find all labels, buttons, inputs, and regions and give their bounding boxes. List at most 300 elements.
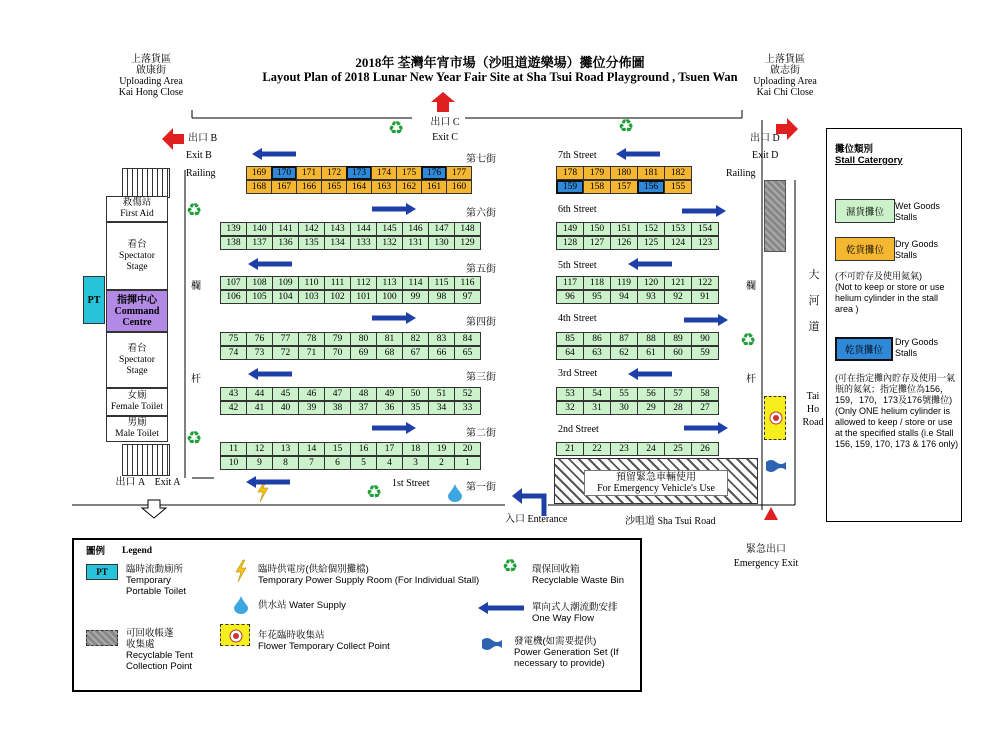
stall-147: 147 (428, 222, 455, 236)
stall-98: 98 (428, 290, 455, 304)
dry-en1: Dry Goods (895, 239, 939, 249)
uploading-left-zh2: 啟康街 (136, 65, 166, 76)
stall-row (220, 346, 481, 360)
exit-c-label-zh: 出口 C (430, 117, 460, 128)
stall-26: 26 (691, 442, 719, 456)
stall-57: 57 (664, 387, 692, 401)
title-zh: 2018年 荃灣年宵市場（沙咀道遊樂場）攤位分佈圖 (355, 55, 645, 70)
stall-79: 79 (324, 332, 351, 346)
stall-172: 172 (321, 166, 347, 180)
legend-power (258, 564, 479, 586)
stall-41: 41 (246, 401, 273, 415)
tai-ho-zh-1: 大 (808, 269, 820, 281)
stall-92: 92 (664, 290, 692, 304)
exit-a-label: 出口 A Exit A (115, 477, 181, 488)
legend-tent-swatch (86, 630, 118, 646)
wet-label (895, 201, 940, 223)
first-aid-en: First Aid (120, 209, 154, 219)
stall-177: 177 (446, 166, 472, 180)
stall-128: 128 (556, 236, 584, 250)
stall-row (220, 332, 481, 346)
stall-73: 73 (246, 346, 273, 360)
emergency-exit-label-en: Emergency Exit (733, 558, 799, 569)
legend-flower-icon (229, 629, 243, 643)
stall-156: 156 (637, 180, 665, 194)
stall-row (556, 222, 719, 236)
stall-18: 18 (402, 442, 429, 456)
railing-left-label: Railing (186, 168, 216, 179)
stall-121: 121 (664, 276, 692, 290)
exit-b-label-en: Exit B (186, 150, 212, 161)
tai-ho-road-en (798, 390, 828, 429)
stall-row (246, 166, 472, 180)
stall-27: 27 (691, 401, 719, 415)
stall-32: 32 (556, 401, 584, 415)
stall-47: 47 (324, 387, 351, 401)
stall-134: 134 (324, 236, 351, 250)
stall-49: 49 (376, 387, 403, 401)
legend-water-en: Water Supply (289, 600, 346, 611)
stall-161: 161 (421, 180, 447, 194)
recycle-icon: ♻ (186, 200, 203, 220)
stall-66: 66 (428, 346, 455, 360)
legend-pt-swatch: PT (86, 564, 118, 580)
stall-16: 16 (350, 442, 377, 456)
legend-generator (514, 636, 619, 669)
stall-164: 164 (346, 180, 372, 194)
stall-37: 37 (350, 401, 377, 415)
legend-tent-zh1: 可回收帳蓬 (126, 628, 174, 639)
stall-7: 7 (298, 456, 325, 470)
stall-131: 131 (402, 236, 429, 250)
female-toilet-en: Female Toilet (110, 402, 164, 412)
dry-note-zh: (不可貯存及使用氦氣) (835, 271, 922, 281)
stall-15: 15 (324, 442, 351, 456)
command-en2: Centre (122, 316, 152, 328)
flower-collect-point (764, 396, 786, 440)
legend-water-icon (234, 596, 248, 614)
stall-17: 17 (376, 442, 403, 456)
stall-160: 160 (446, 180, 472, 194)
stall-61: 61 (637, 346, 665, 360)
stall-107: 107 (220, 276, 247, 290)
legend-flow-zh: 單向式人潮流動安排 (532, 602, 618, 613)
stall-143: 143 (324, 222, 351, 236)
male-toilet-en: Male Toilet (115, 429, 159, 439)
tai-ho-en-1: Tai (806, 391, 820, 402)
dry-blue-label (895, 337, 938, 359)
exit-d-label-en: Exit D (752, 150, 779, 161)
stall-108: 108 (246, 276, 273, 290)
railing-zh-right-2: 杆 (746, 374, 756, 385)
stall-74: 74 (220, 346, 247, 360)
stall-78: 78 (298, 332, 325, 346)
legend-flow-arrow-icon (478, 602, 524, 614)
legend-recycle-icon: ♻ (502, 556, 519, 576)
stall-118: 118 (583, 276, 611, 290)
stall-4: 4 (376, 456, 403, 470)
stall-80: 80 (350, 332, 377, 346)
stall-row (246, 180, 472, 194)
stall-77: 77 (272, 332, 299, 346)
stall-96: 96 (556, 290, 584, 304)
uploading-left-zh1: 上落貨區 (131, 54, 171, 65)
legend-power-zh: 臨時供電房(供給個別攤檔) (258, 564, 369, 575)
tai-ho-en-3: Road (802, 417, 824, 428)
stall-154: 154 (691, 222, 719, 236)
stall-112: 112 (350, 276, 377, 290)
stall-149: 149 (556, 222, 584, 236)
stall-67: 67 (402, 346, 429, 360)
legend-flower (258, 630, 390, 652)
road-label: 沙咀道 Sha Tsui Road (625, 516, 716, 527)
stall-34: 34 (428, 401, 455, 415)
stall-91: 91 (691, 290, 719, 304)
stall-row (556, 236, 719, 250)
uploading-left-en1: Uploading Area (119, 76, 183, 87)
stall-43: 43 (220, 387, 247, 401)
stall-104: 104 (272, 290, 299, 304)
uploading-right-en2: Kai Chi Close (756, 87, 814, 98)
legend-tent (126, 628, 193, 672)
stall-2: 2 (428, 456, 455, 470)
stall-119: 119 (610, 276, 638, 290)
spectator-en1: Spectator (119, 250, 155, 261)
street-5-en: 5th Street (558, 260, 597, 271)
stall-127: 127 (583, 236, 611, 250)
stall-68: 68 (376, 346, 403, 360)
female-toilet-zh: 女廁 (127, 391, 147, 401)
stall-6: 6 (324, 456, 351, 470)
stall-93: 93 (637, 290, 665, 304)
stall-136: 136 (272, 236, 299, 250)
dry-blue-en2: Stalls (895, 348, 918, 358)
stall-50: 50 (402, 387, 429, 401)
stall-122: 122 (691, 276, 719, 290)
street-1-en: 1st Street (392, 478, 430, 489)
legend-flower-zh: 年花臨時收集站 (258, 630, 325, 641)
stall-152: 152 (637, 222, 665, 236)
stall-65: 65 (454, 346, 481, 360)
command-zh: 指揮中心 (117, 294, 157, 306)
emergency-exit-label-zh: 緊急出口 (746, 544, 786, 555)
stall-54: 54 (583, 387, 611, 401)
recycle-icon: ♻ (366, 482, 383, 502)
exit-b-label-zh: 出口 B (188, 133, 218, 144)
street-2-zh: 第二街 (466, 428, 496, 439)
stall-row (220, 290, 481, 304)
dry-blue-swatch: 乾貨攤位 (835, 337, 893, 361)
tai-ho-zh-2: 河 (808, 295, 820, 307)
stall-138: 138 (220, 236, 247, 250)
stall-row (556, 442, 719, 456)
stall-163: 163 (371, 180, 397, 194)
stall-row (220, 401, 481, 415)
stall-113: 113 (376, 276, 403, 290)
stall-row (556, 401, 719, 415)
legend-power-en: Temporary Power Supply Room (For Individual Stall) (258, 575, 480, 586)
uploading-right-zh2: 啟志街 (770, 65, 800, 76)
legend-panel (72, 538, 642, 692)
generator-icon (766, 458, 786, 472)
stall-row (220, 442, 481, 456)
stall-11: 11 (220, 442, 247, 456)
spectator-en1: Spectator (119, 354, 155, 365)
stall-140: 140 (246, 222, 273, 236)
stall-114: 114 (402, 276, 429, 290)
dry-swatch: 乾貨攤位 (835, 237, 895, 261)
stall-178: 178 (556, 166, 584, 180)
railing-zh-left-1: 欄 (191, 281, 201, 292)
stall-69: 69 (350, 346, 377, 360)
stall-51: 51 (428, 387, 455, 401)
stall-45: 45 (272, 387, 299, 401)
legend-gen-en1: Power Generation Set (If (514, 647, 619, 658)
legend-tent-en1: Recyclable Tent (126, 650, 193, 661)
stall-101: 101 (350, 290, 377, 304)
stall-99: 99 (402, 290, 429, 304)
stall-38: 38 (324, 401, 351, 415)
stall-row (220, 387, 481, 401)
stall-181: 181 (637, 166, 665, 180)
legend-heading-en: Legend (122, 546, 153, 556)
stall-59: 59 (691, 346, 719, 360)
stall-40: 40 (272, 401, 299, 415)
stall-145: 145 (376, 222, 403, 236)
stall-170: 170 (271, 166, 297, 180)
stall-71: 71 (298, 346, 325, 360)
stall-39: 39 (298, 401, 325, 415)
stall-row (556, 387, 719, 401)
exit-d-label-zh: 出口 D (750, 133, 780, 144)
stall-115: 115 (428, 276, 455, 290)
stall-175: 175 (396, 166, 422, 180)
stall-row (220, 456, 481, 470)
stall-167: 167 (271, 180, 297, 194)
stall-176: 176 (421, 166, 447, 180)
stall-120: 120 (637, 276, 665, 290)
stall-23: 23 (610, 442, 638, 456)
legend-water (258, 600, 346, 611)
tai-ho-zh-3: 道 (808, 321, 820, 333)
stall-97: 97 (454, 290, 481, 304)
spectator-zh: 看台 (127, 343, 147, 354)
stall-56: 56 (637, 387, 665, 401)
tai-ho-en-2: Ho (806, 404, 820, 415)
stall-63: 63 (583, 346, 611, 360)
stall-12: 12 (246, 442, 273, 456)
stall-category-panel (826, 128, 962, 522)
legend-flow-en: One Way Flow (532, 613, 594, 624)
stall-row (556, 332, 719, 346)
stall-105: 105 (246, 290, 273, 304)
stall-155: 155 (664, 180, 692, 194)
tent-collection-point (764, 180, 786, 252)
wet-en1: Wet Goods (895, 201, 940, 211)
legend-water-zh: 供水站 (258, 600, 287, 611)
stall-5: 5 (350, 456, 377, 470)
stall-126: 126 (610, 236, 638, 250)
stall-182: 182 (664, 166, 692, 180)
stall-row (220, 222, 481, 236)
emergency-vehicle-label (584, 470, 728, 496)
stall-95: 95 (583, 290, 611, 304)
stall-29: 29 (637, 401, 665, 415)
stall-179: 179 (583, 166, 611, 180)
stall-123: 123 (691, 236, 719, 250)
stall-124: 124 (664, 236, 692, 250)
stall-162: 162 (396, 180, 422, 194)
legend-tent-zh2: 收集處 (126, 639, 155, 650)
stall-174: 174 (371, 166, 397, 180)
spectator-en2: Stage (126, 365, 148, 376)
stall-60: 60 (664, 346, 692, 360)
dry-en2: Stalls (895, 250, 918, 260)
stall-33: 33 (454, 401, 481, 415)
stall-8: 8 (272, 456, 299, 470)
stall-row (556, 180, 692, 194)
stall-133: 133 (350, 236, 377, 250)
stall-category-heading-zh: 攤位類別 (835, 144, 874, 155)
dry-note-en: (Not to keep or store or use helium cylinder in the stall area ) (835, 282, 945, 314)
stall-1: 1 (454, 456, 481, 470)
stall-row (220, 236, 481, 250)
exit-c-label-en: Exit C (432, 132, 458, 143)
stall-111: 111 (324, 276, 351, 290)
stall-144: 144 (350, 222, 377, 236)
male-toilet-zh: 男廁 (127, 418, 147, 428)
street-5-zh: 第五街 (466, 264, 496, 275)
stall-150: 150 (583, 222, 611, 236)
stall-85: 85 (556, 332, 584, 346)
legend-tent-en2: Collection Point (126, 661, 193, 672)
stall-53: 53 (556, 387, 584, 401)
stall-75: 75 (220, 332, 247, 346)
stall-153: 153 (664, 222, 692, 236)
street-3-zh: 第三街 (466, 372, 496, 383)
stall-42: 42 (220, 401, 247, 415)
stall-142: 142 (298, 222, 325, 236)
stall-83: 83 (428, 332, 455, 346)
stall-151: 151 (610, 222, 638, 236)
legend-flower-swatch (220, 624, 250, 646)
stall-90: 90 (691, 332, 719, 346)
stall-10: 10 (220, 456, 247, 470)
stall-19: 19 (428, 442, 455, 456)
uploading-right-en1: Uploading Area (753, 76, 817, 87)
command-en1: Command (114, 305, 160, 317)
stall-20: 20 (454, 442, 481, 456)
stall-173: 173 (346, 166, 372, 180)
stall-100: 100 (376, 290, 403, 304)
legend-recycle-en: Recyclable Waste Bin (532, 575, 625, 586)
stall-109: 109 (272, 276, 299, 290)
stall-94: 94 (610, 290, 638, 304)
recycle-icon: ♻ (618, 116, 635, 136)
spectator-zh: 看台 (127, 239, 147, 250)
stall-88: 88 (637, 332, 665, 346)
legend-generator-icon (482, 636, 502, 650)
stall-86: 86 (583, 332, 611, 346)
stall-21: 21 (556, 442, 584, 456)
stall-103: 103 (298, 290, 325, 304)
legend-power-icon (234, 560, 248, 582)
uploading-left-en2: Kai Hong Close (118, 87, 184, 98)
stall-180: 180 (610, 166, 638, 180)
recycle-icon: ♻ (388, 118, 405, 138)
tai-ho-road-zh (808, 262, 820, 340)
legend-pt-en1: Temporary (126, 575, 171, 586)
stall-168: 168 (246, 180, 272, 194)
stall-125: 125 (637, 236, 665, 250)
stall-13: 13 (272, 442, 299, 456)
street-6-en: 6th Street (558, 204, 597, 215)
stall-116: 116 (454, 276, 481, 290)
stall-72: 72 (272, 346, 299, 360)
stall-24: 24 (637, 442, 665, 456)
stall-3: 3 (402, 456, 429, 470)
stall-84: 84 (454, 332, 481, 346)
street-2-en: 2nd Street (558, 424, 599, 435)
stall-158: 158 (583, 180, 611, 194)
railing-zh-left-2: 杆 (191, 374, 201, 385)
stall-14: 14 (298, 442, 325, 456)
wet-swatch: 濕貨攤位 (835, 199, 895, 223)
railing-right-label: Railing (726, 168, 756, 179)
stall-9: 9 (246, 456, 273, 470)
stall-106: 106 (220, 290, 247, 304)
railing-zh-right-1: 欄 (746, 281, 756, 292)
stall-110: 110 (298, 276, 325, 290)
flower-icon (769, 411, 783, 425)
emergency-vehicle-en: For Emergency Vehicle's Use (597, 483, 715, 494)
legend-recycle-zh: 環保回收箱 (532, 564, 580, 575)
stall-165: 165 (321, 180, 347, 194)
portable-toilet: PT (83, 276, 105, 324)
stall-55: 55 (610, 387, 638, 401)
stall-52: 52 (454, 387, 481, 401)
stall-132: 132 (376, 236, 403, 250)
first-aid-zh: 救傷站 (122, 198, 152, 208)
recycle-icon: ♻ (186, 428, 203, 448)
dry-note (835, 271, 957, 315)
stall-171: 171 (296, 166, 322, 180)
stall-35: 35 (402, 401, 429, 415)
stall-row (556, 166, 692, 180)
title-en: Layout Plan of 2018 Lunar New Year Fair Site at Sha Tsui Road Playground , Tsuen Wan (262, 70, 738, 84)
stall-102: 102 (324, 290, 351, 304)
uploading-right-zh1: 上落貨區 (765, 54, 805, 65)
stall-44: 44 (246, 387, 273, 401)
blue-note-en: (Only ONE helium cylinder is allowed to keep / store or use at the specified stalls (i.e Stall 156, 159, 170, 173 & 176 only) (835, 406, 959, 449)
stall-166: 166 (296, 180, 322, 194)
stall-129: 129 (454, 236, 481, 250)
stall-64: 64 (556, 346, 584, 360)
entrance-label: 入口 Enterance (505, 514, 568, 525)
legend-gen-en2: necessary to provide) (514, 658, 605, 669)
stall-148: 148 (454, 222, 481, 236)
dry-blue-en1: Dry Goods (895, 337, 939, 347)
stall-25: 25 (664, 442, 692, 456)
stall-62: 62 (610, 346, 638, 360)
stall-135: 135 (298, 236, 325, 250)
street-4-en: 4th Street (558, 313, 597, 324)
stall-137: 137 (246, 236, 273, 250)
street-7-en: 7th Street (558, 150, 597, 161)
stall-169: 169 (246, 166, 272, 180)
dry-label (895, 239, 938, 261)
stall-81: 81 (376, 332, 403, 346)
